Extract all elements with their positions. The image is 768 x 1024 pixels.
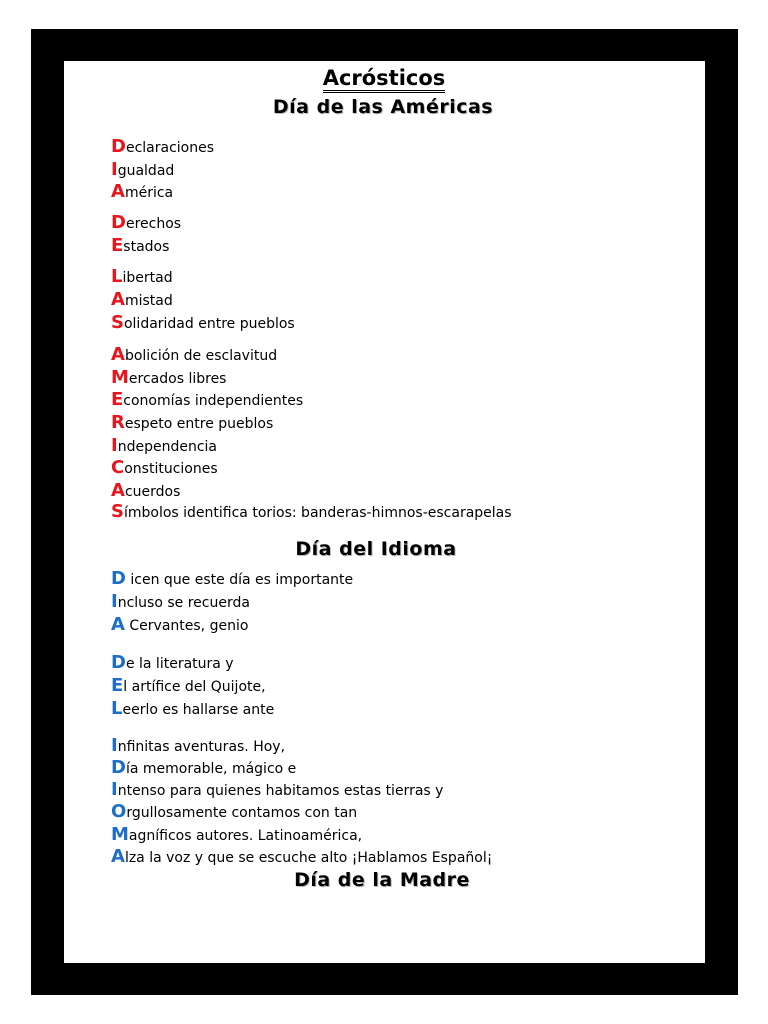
acrostic-line: Constituciones [111,457,218,478]
acrostic-line: Solidaridad entre pueblos [111,312,295,333]
acrostic-line: A Cervantes, genio [111,614,249,635]
section-heading-madre: Día de la Madre [294,869,470,891]
acrostic-line: Derechos [111,212,182,233]
acrostic-line: El artífice del Quijote, [111,675,266,696]
acrostic-line: Declaraciones [111,136,214,157]
acrostic-line: Símbolos identifica torios: banderas-himnos-escarapelas [111,501,512,522]
acrostic-line: Amistad [111,289,173,310]
acrostic-line: América [111,181,174,202]
acrostic-line: Economías independientes [111,389,304,410]
acrostic-line: Día memorable, mágico e [111,757,297,778]
acrostic-line: Alza la voz y que se escuche alto ¡Hablamos Español¡ [111,846,493,867]
acrostic-line: Abolición de esclavitud [111,344,278,365]
acrostic-line: Respeto entre pueblos [111,412,274,433]
acrostic-line: Estados [111,235,170,256]
acrostic-line: Orgullosamente contamos con tan [111,801,358,822]
acrostic-line: Incluso se recuerda [111,591,250,612]
acrostic-line: Infinitas aventuras. Hoy, [111,735,286,756]
acrostic-line: Acuerdos [111,480,181,501]
document-title: Acrósticos [0,66,768,93]
acrostic-line: Leerlo es hallarse ante [111,698,275,719]
acrostic-line: Intenso para quienes habitamos estas tierras y [111,779,444,800]
acrostic-line: Magníficos autores. Latinoamérica, [111,824,363,845]
section-heading-americas: Día de las Américas [272,96,494,118]
acrostic-line: Mercados libres [111,367,227,388]
acrostic-line: Independencia [111,435,217,456]
acrostic-line: D icen que este día es importante [111,568,354,589]
section-heading-idioma: Día del Idioma [295,538,457,560]
acrostic-line: De la literatura y [111,652,234,673]
acrostic-line: Igualdad [111,159,175,180]
acrostic-line: Libertad [111,266,173,287]
